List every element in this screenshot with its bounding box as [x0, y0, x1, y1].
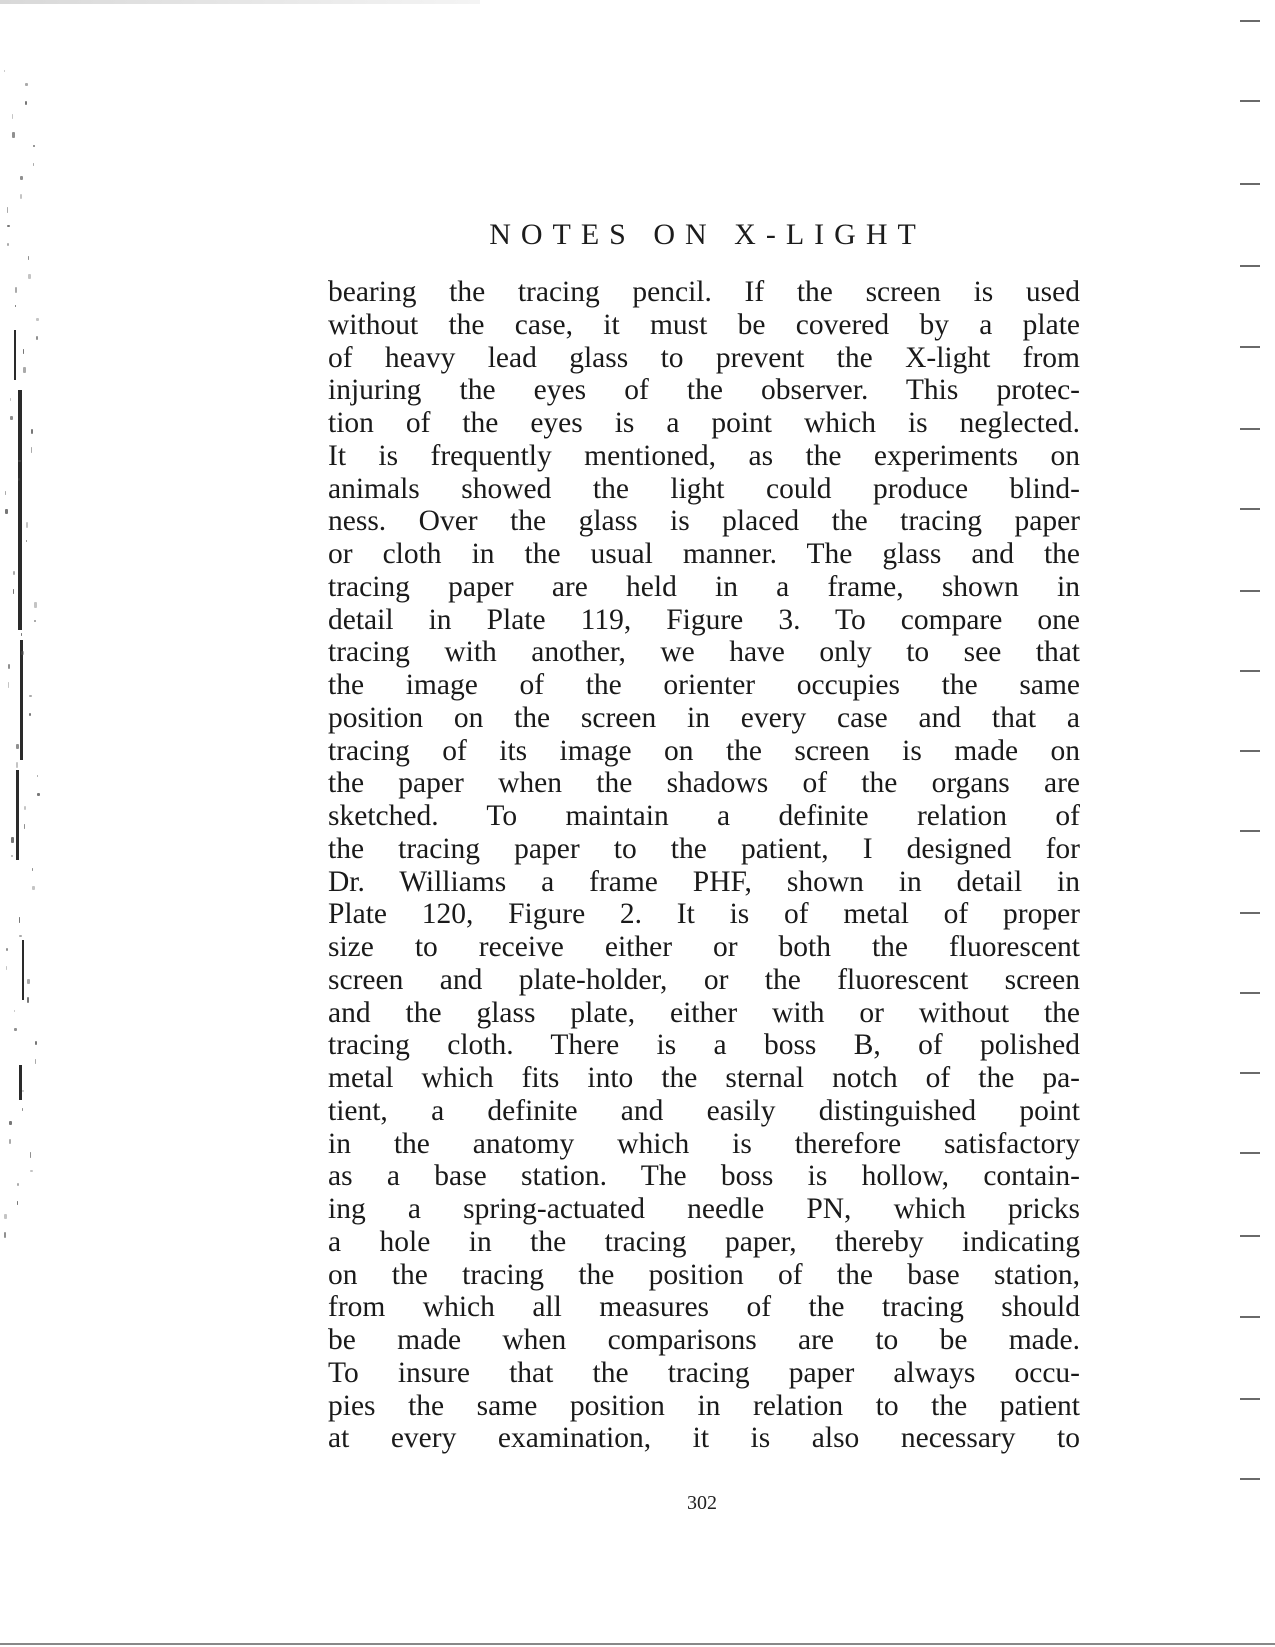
scan-speck — [25, 101, 27, 105]
scan-binding-shadow — [18, 390, 22, 630]
text-line: tracing of its image on the screen is made on — [328, 734, 1080, 767]
scan-right-margin-ticks — [1240, 0, 1270, 1647]
text-line: or cloth in the usual manner. The glass and the — [328, 538, 1080, 570]
text-line: at every examination, it is also necessary to — [328, 1422, 1080, 1455]
scan-speck — [25, 83, 28, 86]
scan-tick-mark — [1240, 992, 1260, 994]
scan-tick-mark — [1240, 183, 1260, 185]
scan-speck — [12, 132, 15, 138]
scan-binding-shadow — [14, 330, 16, 380]
scan-tick-mark — [1240, 830, 1260, 832]
text-line: the paper when the shadows of the organs are — [328, 767, 1080, 800]
scan-speck — [10, 398, 11, 401]
scan-speck — [30, 1152, 31, 1158]
scan-speck — [7, 225, 10, 227]
scan-speck — [10, 416, 13, 420]
scan-tick-mark — [1240, 508, 1260, 510]
scan-tick-mark — [1240, 100, 1260, 102]
text-line: metal which fits into the sternal notch of the pa- — [328, 1062, 1080, 1094]
scan-speck — [29, 695, 32, 697]
scan-speck — [14, 1028, 17, 1031]
scan-speck — [5, 509, 8, 514]
text-line: Dr. Williams a frame PHF, shown in detail in — [328, 865, 1080, 898]
text-line: the image of the orienter occupies the same — [328, 669, 1080, 701]
scan-speck — [11, 837, 14, 843]
scan-speck — [21, 633, 22, 636]
text-line: of heavy lead glass to prevent the X-light from — [328, 341, 1080, 374]
scan-speck — [27, 979, 30, 984]
scan-speck — [16, 744, 19, 749]
scan-speck — [15, 287, 17, 293]
text-line: tion of the eyes is a point which is neglected. — [328, 407, 1080, 439]
scan-speck — [33, 145, 35, 147]
scan-speck — [17, 1183, 19, 1186]
scan-speck — [7, 243, 9, 246]
scan-speck — [26, 522, 28, 528]
scan-speck — [11, 855, 13, 857]
scan-speck — [9, 1139, 11, 1144]
scan-speck — [8, 682, 9, 688]
text-line: injuring the eyes of the observer. This protec- — [328, 374, 1080, 407]
text-line: To insure that the tracing paper always occu- — [328, 1356, 1080, 1389]
scan-speck — [34, 602, 37, 608]
scan-speck — [35, 1041, 37, 1045]
scan-binding-shadow — [19, 1065, 22, 1100]
scan-tick-mark — [1240, 912, 1260, 914]
text-line: animals showed the light could produce blind- — [328, 472, 1080, 505]
scan-tick-mark — [1240, 590, 1260, 592]
scan-speck — [32, 886, 35, 890]
scan-speck — [28, 274, 31, 279]
scan-speck — [9, 1121, 12, 1125]
scan-speck — [16, 762, 18, 768]
text-line: sketched. To maintain a definite relation of — [328, 800, 1080, 832]
text-line: in the anatomy which is therefore satisfactory — [328, 1127, 1080, 1160]
scan-speck — [4, 70, 5, 72]
text-line: It is frequently mentioned, as the experiments on — [328, 439, 1080, 472]
scan-speck — [8, 664, 10, 669]
text-line: tracing cloth. There is a boss B, of polished — [328, 1029, 1080, 1062]
body-text — [328, 276, 1080, 1455]
scan-tick-mark — [1240, 20, 1260, 22]
scan-speck — [23, 367, 26, 373]
scan-tick-mark — [1240, 1235, 1260, 1237]
scan-speck — [36, 336, 38, 340]
scan-tick-mark — [1240, 265, 1260, 267]
scan-speck — [23, 349, 24, 354]
scan-speck — [13, 589, 14, 594]
scan-binding-shadow — [16, 770, 19, 860]
scan-speck — [6, 966, 7, 970]
scan-speck — [37, 775, 38, 777]
scan-tick-mark — [1240, 670, 1260, 672]
scan-speck — [34, 620, 36, 622]
scan-speck — [33, 163, 34, 166]
text-line: screen and plate-holder, or the fluorescent screen — [328, 963, 1080, 996]
scan-speck — [18, 460, 21, 462]
scan-speck — [24, 806, 26, 810]
scan-speck — [20, 176, 23, 180]
page-number: 302 — [687, 1492, 717, 1514]
scan-binding-edge — [0, 60, 40, 1310]
running-head: NOTES ON X-LIGHT — [489, 218, 926, 251]
scan-speck — [12, 114, 13, 119]
scan-speck — [4, 1232, 6, 1238]
scan-speck — [26, 540, 27, 542]
text-line: be made when comparisons are to be made. — [328, 1324, 1080, 1356]
scan-speck — [5, 491, 6, 495]
scan-speck — [28, 256, 29, 260]
scan-speck — [37, 793, 40, 796]
scan-speck — [19, 917, 20, 923]
scan-binding-shadow — [20, 640, 23, 760]
scan-binding-shadow — [22, 940, 24, 1000]
text-line: ness. Over the glass is placed the tracing paper — [328, 505, 1080, 538]
text-line: from which all measures of the tracing should — [328, 1291, 1080, 1324]
scan-tick-mark — [1240, 346, 1260, 348]
text-line: on the tracing the position of the base station, — [328, 1258, 1080, 1291]
scan-speck — [18, 478, 20, 481]
scan-top-edge — [0, 0, 480, 4]
text-line: Plate 120, Figure 2. It is of metal of proper — [328, 898, 1080, 931]
scan-speck — [31, 429, 33, 434]
scan-tick-mark — [1240, 428, 1260, 430]
text-line: as a base station. The boss is hollow, contain- — [328, 1160, 1080, 1193]
scan-speck — [4, 1214, 7, 1219]
scan-speck — [14, 1010, 15, 1012]
scan-speck — [35, 1059, 36, 1064]
text-line: and the glass plate, either with or without the — [328, 996, 1080, 1029]
scan-speck — [32, 868, 33, 871]
scan-speck — [20, 194, 22, 199]
text-line: size to receive either or both the fluorescent — [328, 931, 1080, 963]
scan-tick-mark — [1240, 1072, 1260, 1074]
text-line: pies the same position in relation to the patient — [328, 1389, 1080, 1422]
scan-speck — [22, 1090, 24, 1092]
scan-speck — [21, 651, 24, 655]
scan-speck — [13, 571, 15, 575]
scan-tick-mark — [1240, 1478, 1260, 1480]
scan-tick-mark — [1240, 1152, 1260, 1154]
text-line: tracing paper are held in a frame, shown in — [328, 570, 1080, 603]
scan-speck — [36, 318, 39, 321]
text-line: position on the screen in every case and that a — [328, 701, 1080, 734]
text-line: bearing the tracing pencil. If the screen is used — [328, 276, 1080, 308]
scan-speck — [6, 948, 8, 951]
text-line: ing a spring-actuated needle PN, which pricks — [328, 1193, 1080, 1225]
text-line: tient, a definite and easily distinguished point — [328, 1094, 1080, 1127]
scan-speck — [30, 1170, 33, 1172]
text-line: without the case, it must be covered by a plate — [328, 308, 1080, 341]
scan-speck — [31, 447, 32, 453]
text-line: the tracing paper to the patient, I designed for — [328, 832, 1080, 865]
scan-tick-mark — [1240, 1398, 1260, 1400]
text-line: tracing with another, we have only to see that — [328, 636, 1080, 669]
scan-speck — [15, 305, 16, 307]
scan-speck — [29, 713, 31, 716]
scan-speck — [19, 935, 22, 937]
scan-tick-mark — [1240, 750, 1260, 752]
scan-speck — [7, 207, 8, 213]
scan-speck — [17, 1201, 18, 1205]
text-line: detail in Plate 119, Figure 3. To compare one — [328, 603, 1080, 636]
scan-speck — [27, 997, 29, 1003]
text-line: a hole in the tracing paper, thereby indicating — [328, 1225, 1080, 1258]
scan-speck — [24, 824, 25, 829]
scan-tick-mark — [1240, 1316, 1260, 1318]
scan-speck — [22, 1108, 23, 1111]
scan-bottom-edge — [0, 1643, 1275, 1645]
